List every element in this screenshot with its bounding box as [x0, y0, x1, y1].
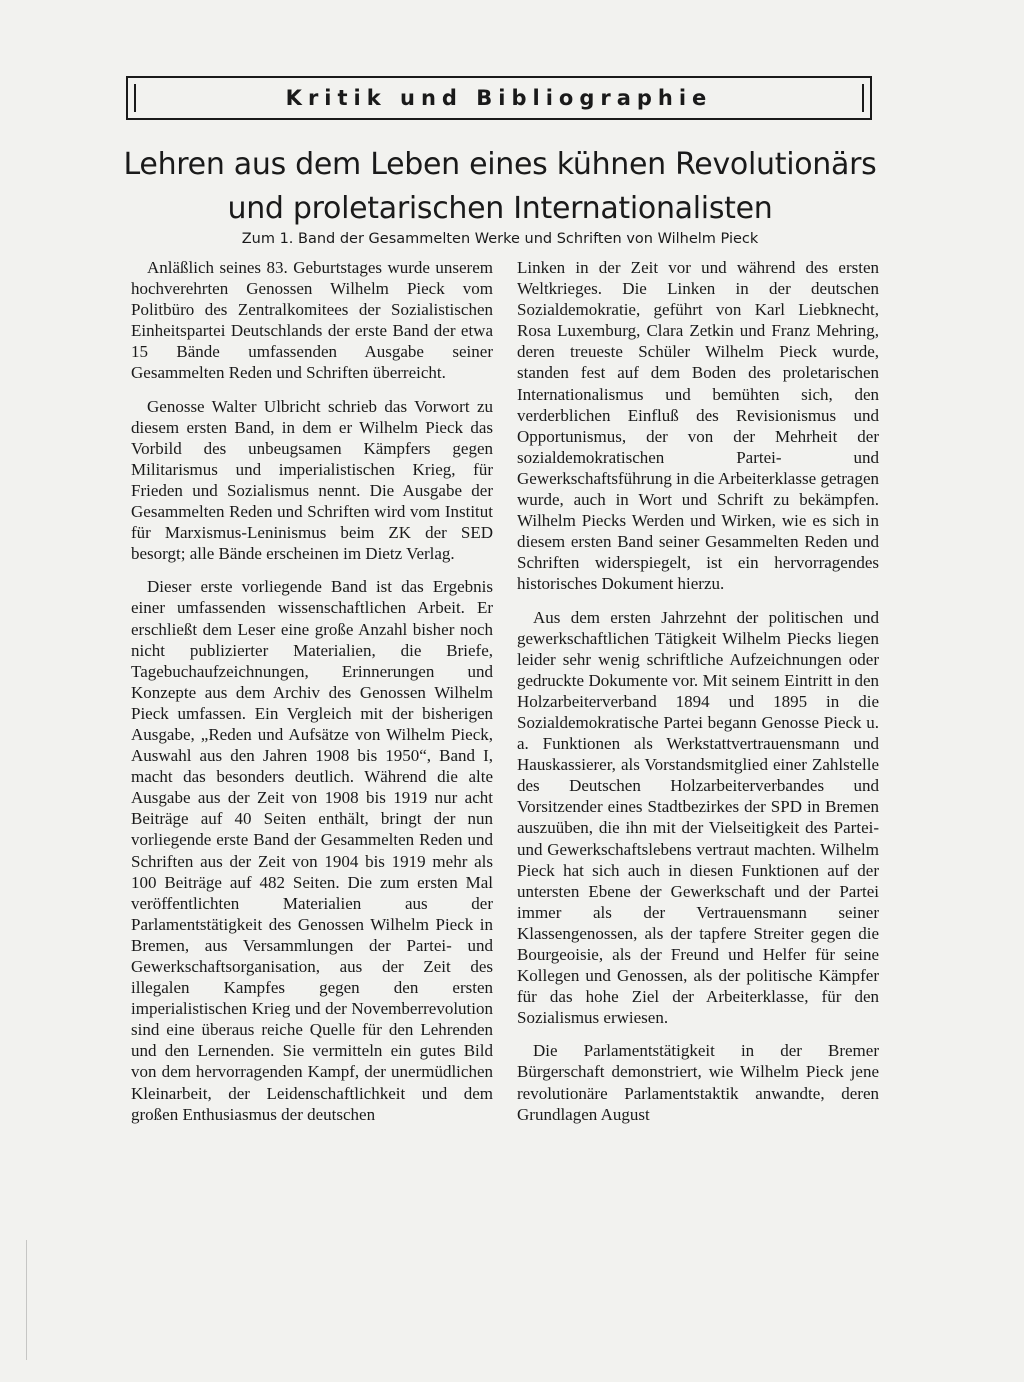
article-title-line-1: Lehren aus dem Leben eines kühnen Revolutionärs — [123, 147, 877, 182]
left-text-column — [131, 257, 493, 1125]
section-title: Kritik und Bibliographie — [285, 86, 713, 110]
article-title-line-2: und proletarischen Internationalisten — [227, 191, 773, 226]
section-header-box — [126, 76, 872, 120]
paragraph: Aus dem ersten Jahrzehnt der politischen und gewerkschaftlichen Tätigkeit Wilhelm Piecks liegen leider sehr wenig schriftliche Aufzeichnungen oder gedruckte Dokumente vor. Mit seinem Eintritt in den Holzarbeiterverband 1894 und 1895 in die Sozialdemokratische Partei begann Genosse Pieck u. a. Funktionen als Werkstattvertrauensmann und Hauskassierer, als Vorstandsmitglied einer Zahlstelle des Deutschen Holzarbeiterverbandes und Vorsitzender eines Stadtbezirkes der SPD in Bremen auszuüben, die ihn mit der Vielseitigkeit des Partei- und Gewerkschaftslebens vertraut machten. Wilhelm Pieck hat sich auch in diesen Funktionen auf der untersten Ebene der Gewerkschaft und der Partei immer als der Vertrauensmann seiner Klassengenossen, als der tapfere Streiter gegen die Bourgeoisie, als der Freund und Helfer für seine Kollegen und Genossen, als der politische Kämpfer für das hohe Ziel der Arbeiterklasse, für den Sozialismus erwiesen. — [517, 607, 879, 1028]
article-title — [120, 143, 880, 231]
right-text-column — [517, 257, 879, 1125]
paragraph: Genosse Walter Ulbricht schrieb das Vorwort zu diesem ersten Band, in dem er Wilhelm Pieck das Vorbild des unbeugsamen Kämpfers gegen Militarismus und imperialistischen Krieg, für Frieden und Sozialismus nennt. Die Ausgabe der Gesammelten Reden und Schriften wird vom Institut für Marxismus-Leninismus beim ZK der SED besorgt; alle Bände erscheinen im Dietz Verlag. — [131, 396, 493, 564]
article-subtitle: Zum 1. Band der Gesammelten Werke und Schriften von Wilhelm Pieck — [241, 231, 759, 247]
paragraph: Linken in der Zeit vor und während des ersten Weltkrieges. Die Linken in der deutschen Sozialdemokratie, geführt von Karl Liebknecht, Rosa Luxemburg, Clara Zetkin und Franz Mehring, deren treueste Schüler Wilhelm Pieck wurde, standen fest auf dem Boden des proletarischen Internationalismus und bemühten sich, den verderblichen Einfluß des Revisionismus und Opportunismus, der von der Mehrheit der sozialdemokratischen Partei- und Gewerkschaftsführung in die Arbeiterklasse getragen wurde, auch in Wort und Schrift zu bekämpfen. Wilhelm Piecks Werden und Wirken, wie es sich in diesem ersten Band seiner Gesammelten Reden und Schriften widerspiegelt, ist ein hervorragendes historisches Dokument hierzu. — [517, 258, 879, 594]
paragraph: Dieser erste vorliegende Band ist das Ergebnis einer umfassenden wissenschaftlichen Arbeit. Er erschließt dem Leser eine große Anzahl bisher noch nicht publizierter Materialien, die Briefe, Tagebuchaufzeichnungen, Erinnerungen und Konzepte aus dem Archiv des Genossen Wilhelm Pieck umfassen. Ein Vergleich mit der bisherigen Ausgabe, „Reden und Aufsätze von Wilhelm Pieck, Auswahl aus den Jahren 1908 bis 1950“, Band I, macht das besonders deutlich. Während die alte Ausgabe aus der Zeit von 1908 bis 1919 nur acht Beiträge auf 40 Seiten enthält, bringt der nun vorliegende erste Band der Gesammelten Reden und Schriften aus der Zeit von 1904 bis 1919 mehr als 100 Beiträge auf 482 Seiten. Die zum ersten Mal veröffentlichten Materialien aus der Parlamentstätigkeit des Genossen Wilhelm Pieck in Bremen, aus Versammlungen der Partei- und Gewerkschaftsorganisation, aus der Zeit des illegalen Kampfes gegen den ersten imperialistischen Krieg und der Novemberrevolution sind eine überaus reiche Quelle für den Lehrenden und den Lernenden. Sie vermitteln ein gutes Bild von dem hervorragenden Kampf, der unermüdlichen Kleinarbeit, der Leidenschaftlichkeit und dem großen Enthusiasmus der deutschen — [131, 577, 493, 1124]
scan-margin-mark — [26, 1240, 37, 1360]
paragraph: Anläßlich seines 83. Geburtstages wurde unserem hochverehrten Genossen Wilhelm Pieck vom Politbüro des Zentralkomitees der Sozialistischen Einheitspartei Deutschlands der erste Band der etwa 15 Bände umfassenden Ausgabe seiner Gesammelten Reden und Schriften überreicht. — [131, 258, 493, 383]
paragraph: Die Parlamentstätigkeit in der Bremer Bürgerschaft demonstriert, wie Wilhelm Pieck jene revolutionäre Parlamentstaktik anwandte, deren Grundlagen August — [517, 1041, 879, 1124]
